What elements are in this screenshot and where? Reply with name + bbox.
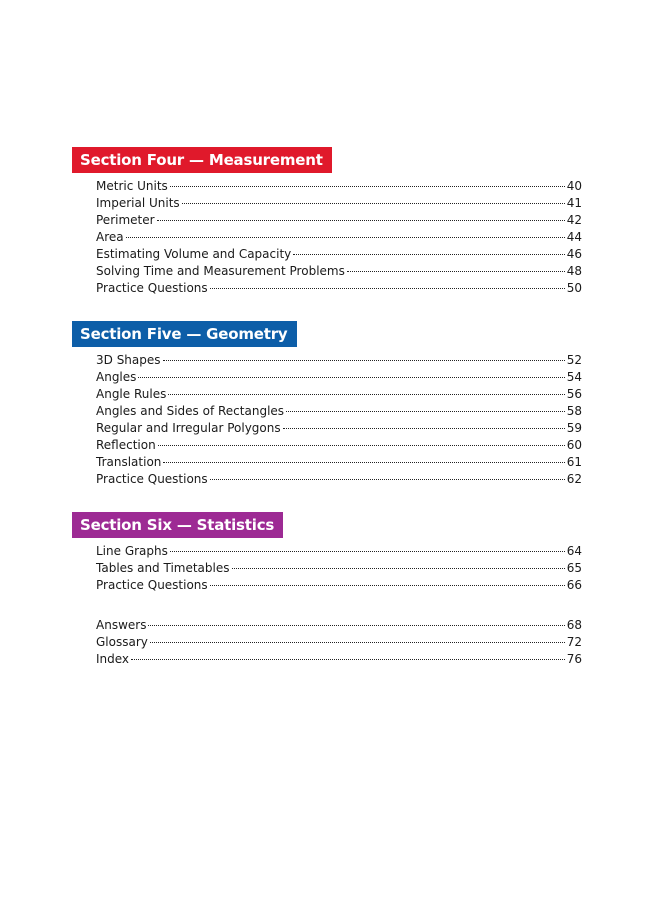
entry-page-number: 50 — [566, 281, 582, 295]
entry-page-number: 62 — [566, 472, 582, 486]
entry-page-number: 66 — [566, 578, 582, 592]
section-six-header: Section Six — Statistics — [72, 512, 283, 538]
dot-leader — [131, 659, 565, 660]
dot-leader — [232, 568, 565, 569]
entry-page-number: 60 — [566, 438, 582, 452]
entry-title: Angles and Sides of Rectangles — [96, 404, 285, 418]
entry-title: Estimating Volume and Capacity — [96, 247, 292, 261]
entry-page-number: 54 — [566, 370, 582, 384]
toc-entry-practice-questions[interactable] — [96, 577, 582, 594]
entry-title: Angles — [96, 370, 137, 384]
entry-title: Metric Units — [96, 179, 168, 193]
entry-page-number: 64 — [566, 544, 582, 558]
toc-entry-translation[interactable] — [96, 454, 582, 471]
entry-page-number: 44 — [566, 230, 582, 244]
toc-entry-perimeter[interactable] — [96, 212, 582, 229]
toc-entry-tables-timetables[interactable] — [96, 560, 582, 577]
entry-page-number: 58 — [566, 404, 582, 418]
dot-leader — [126, 237, 565, 238]
entry-title: Practice Questions — [96, 472, 208, 486]
entry-page-number: 46 — [566, 247, 582, 261]
toc-entry-polygons[interactable] — [96, 420, 582, 437]
dot-leader — [210, 288, 565, 289]
toc-entry-index[interactable] — [96, 651, 582, 668]
entry-title: Practice Questions — [96, 578, 208, 592]
dot-leader — [170, 551, 565, 552]
entry-title: 3D Shapes — [96, 353, 161, 367]
entry-page-number: 41 — [566, 196, 582, 210]
dot-leader — [182, 203, 565, 204]
entry-page-number: 68 — [566, 618, 582, 632]
toc-entry-line-graphs[interactable] — [96, 543, 582, 560]
entry-title: Solving Time and Measurement Problems — [96, 264, 345, 278]
dot-leader — [163, 462, 564, 463]
dot-leader — [286, 411, 565, 412]
dot-leader — [150, 642, 565, 643]
entry-title: Glossary — [96, 635, 148, 649]
entry-page-number: 40 — [566, 179, 582, 193]
toc-entry-estimating-volume[interactable] — [96, 246, 582, 263]
entry-page-number: 52 — [566, 353, 582, 367]
entry-page-number: 59 — [566, 421, 582, 435]
entry-title: Angle Rules — [96, 387, 167, 401]
dot-leader — [148, 625, 564, 626]
entry-title: Area — [96, 230, 124, 244]
dot-leader — [293, 254, 564, 255]
entry-title: Imperial Units — [96, 196, 180, 210]
toc-entry-imperial-units[interactable] — [96, 195, 582, 212]
dot-leader — [168, 394, 564, 395]
toc-entry-answers[interactable] — [96, 617, 582, 634]
dot-leader — [170, 186, 565, 187]
toc-entry-glossary[interactable] — [96, 634, 582, 651]
toc-entry-practice-questions[interactable] — [96, 280, 582, 297]
entry-title: Practice Questions — [96, 281, 208, 295]
toc-entry-angles-sides-rectangles[interactable] — [96, 403, 582, 420]
entry-page-number: 65 — [566, 561, 582, 575]
dot-leader — [283, 428, 565, 429]
entry-page-number: 72 — [566, 635, 582, 649]
toc-entry-area[interactable] — [96, 229, 582, 246]
toc-entry-solving-time[interactable] — [96, 263, 582, 280]
toc-entry-angles[interactable] — [96, 369, 582, 386]
entry-page-number: 56 — [566, 387, 582, 401]
entry-title: Line Graphs — [96, 544, 168, 558]
entry-page-number: 42 — [566, 213, 582, 227]
entry-title: Reflection — [96, 438, 156, 452]
entry-page-number: 61 — [566, 455, 582, 469]
entry-page-number: 48 — [566, 264, 582, 278]
entry-title: Regular and Irregular Polygons — [96, 421, 281, 435]
dot-leader — [210, 479, 565, 480]
dot-leader — [138, 377, 564, 378]
dot-leader — [347, 271, 565, 272]
section-four-entries — [96, 178, 582, 297]
entry-title: Translation — [96, 455, 162, 469]
section-five-header: Section Five — Geometry — [72, 321, 297, 347]
dot-leader — [210, 585, 565, 586]
dot-leader — [158, 445, 565, 446]
toc-entry-reflection[interactable] — [96, 437, 582, 454]
entry-title: Perimeter — [96, 213, 155, 227]
entry-title: Tables and Timetables — [96, 561, 230, 575]
section-six-entries — [96, 543, 582, 594]
toc-entry-practice-questions[interactable] — [96, 471, 582, 488]
dot-leader — [163, 360, 565, 361]
entry-title: Answers — [96, 618, 147, 632]
section-four-header: Section Four — Measurement — [72, 147, 332, 173]
back-matter-entries — [96, 617, 582, 668]
toc-entry-metric-units[interactable] — [96, 178, 582, 195]
toc-entry-3d-shapes[interactable] — [96, 352, 582, 369]
section-five-entries — [96, 352, 582, 488]
entry-page-number: 76 — [566, 652, 582, 666]
dot-leader — [157, 220, 565, 221]
entry-title: Index — [96, 652, 130, 666]
toc-entry-angle-rules[interactable] — [96, 386, 582, 403]
